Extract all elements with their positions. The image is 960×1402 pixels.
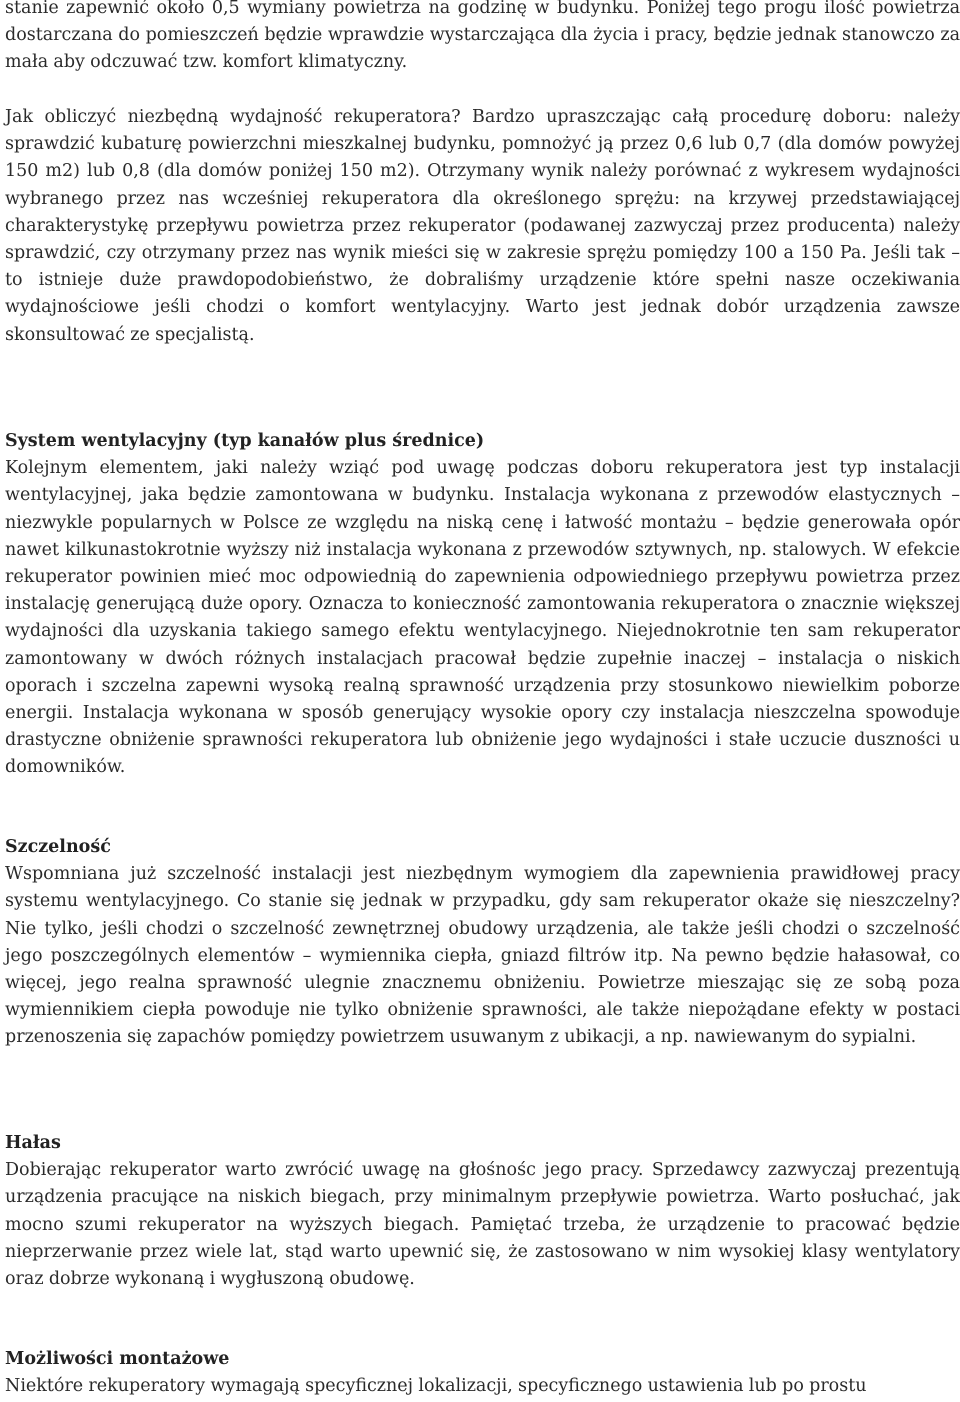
section-body: Niektóre rekuperatory wymagają specyficznej lokalizacji, specyficznego ustawienia lub po prostu [5, 1376, 867, 1397]
intro-paragraph: stanie zapewnić około 0,5 wymiany powietrza na godzinę w budynku. Poniżej tego progu ilość powietrza dostarczana do pomieszczeń będzie wprawdzie wystarczająca dla życia i pracy, będzie jednak stanowczo za mała aby odczuwać tzw. komfort klimatyczny. [5, 0, 960, 73]
section-body: Dobierając rekuperator warto zwrócić uwagę na głośnośc jego pracy. Sprzedawcy zazwyczaj prezentują urządzenia pracujące na niskich biegach, przy minimalnym przepływie powietrza. Warto posłuchać, jak mocno szumi rekuperator na wyższych biegach. Pamiętać trzeba, że urządzenie to pracować będzie nieprzerwanie przez wiele lat, stąd warto upewnić się, że zastosowano w nim wysokiej klasy wentylatory oraz dobrze wykonaną i wygłuszoną obudowę. [5, 1160, 960, 1290]
section-heading: Hałas [5, 1133, 61, 1153]
section-ventilation-system [5, 428, 960, 782]
section-body: Wspomniana już szczelność instalacji jest niezbędnym wymogiem dla zapewnienia prawidłowej pracy systemu wentylacyjnego. Co stanie się jednak w przypadku, gdy sam rekuperator okaże się nieszczelny? Nie tylko, jeśli chodzi o szczelność zewnętrznej obudowy urządzenia, ale także jeśli chodzi o szczelność jego poszczególnych elementów – wymiennika ciepła, gniazd filtrów itp. Na pewno będzie hałasował, co więcej, jego realna sprawność ulegnie znacznemu obniżeniu. Powietrze mieszając się ze sobą poza wymiennikiem ciepła powoduje nie tylko obniżenie sprawności, ale także niepożądane efekty w postaci przenoszenia się zapachów pomiędzy powietrzem usuwanym z ubikacji, a np. nawiewanym do sypialni. [5, 864, 960, 1048]
section-body: Kolejnym elementem, jaki należy wziąć pod uwagę podczas doboru rekuperatora jest typ instalacji wentylacyjnej, jaka będzie zamontowana w budynku. Instalacja wykonana z przewodów elastycznych – niezwykle popularnych w Polsce ze względu na niską cenę i łatwość montażu – będzie generowała opór nawet kilkunastokrotnie wyższy niż instalacja wykonana z przewodów sztywnych, np. stalowych. W efekcie rekuperator powinien mieć moc odpowiednią do zapewnienia odpowiedniego przepływu powietrza przez instalację generującą duże opory. Oznacza to konieczność zamontowania rekuperatora o znacznie większej wydajności dla uzyskania takiego samego efektu wentylacyjnego. Niejednokrotnie ten sam rekuperator zamontowany w dwóch różnych instalacjach pracował będzie zupełnie inaczej – instalacja o niskich oporach i szczelna zapewni wysoką realną sprawność urządzenia przy stosunkowo niewielkim poborze energii. Instalacja wykonana w sposób generujący wysokie opory czy instalacja nieszczelna spowoduje drastyczne obniżenie sprawności rekuperatora lub obniżenie jego wydajności i stałe uczucie duszności u domowników. [5, 458, 960, 778]
section-noise [5, 1130, 960, 1293]
efficiency-paragraph: Jak obliczyć niezbędną wydajność rekuperatora? Bardzo upraszczając całą procedurę doboru: należy sprawdzić kubaturę powierzchni mieszkalnej budynku, pomnożyć ją przez 0,6 lub 0,7 (dla domów powyżej 150 m2) lub 0,8 (dla domów poniżej 150 m2). Otrzymany wynik należy porównać z wykresem wydajności wybranego przez nas wcześniej rekuperatora dla określonego sprężu: na krzywej przedstawiającej charakterystykę przepływu powietrza przez rekuperator (podawanej zazwyczaj przez producenta) należy sprawdzić, czy otrzymany przez nas wynik mieści się w zakresie sprężu pomiędzy 100 a 150 Pa. Jeśli tak – to istnieje duże prawdopodobieństwo, że dobraliśmy urządzenie które spełni nasze oczekiwania wydajnościowe jeśli chodzi o komfort wentylacyjny. Warto jest jednak dobór urządzenia zawsze skonsultować ze specjalistą. [5, 107, 960, 345]
section-heading: System wentylacyjny (typ kanałów plus średnice) [5, 431, 485, 451]
section-tightness [5, 834, 960, 1052]
section-mounting-options [5, 1346, 960, 1400]
section-heading: Szczelność [5, 837, 111, 857]
section-heading: Możliwości montażowe [5, 1349, 230, 1369]
